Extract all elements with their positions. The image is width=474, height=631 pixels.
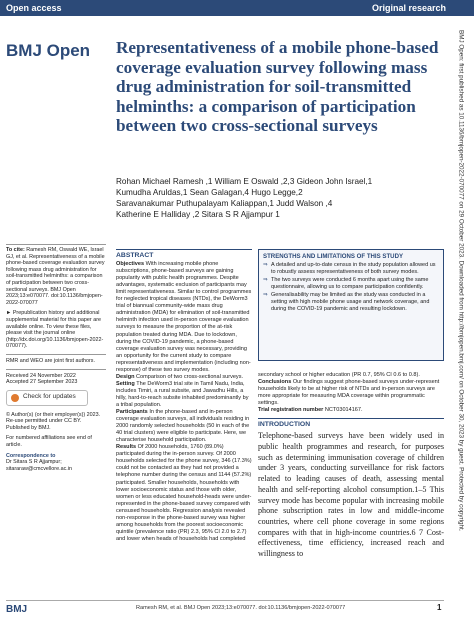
side-download-note [448,30,474,620]
crossmark-icon [11,394,19,402]
setting-label: Setting [116,380,135,387]
footer-divider [6,600,444,601]
abstract-participants [116,409,252,444]
strengths-heading: STRENGTHS AND LIMITATIONS OF THIS STUDY [263,253,404,260]
author-line-2: Kumudha Aruldas,1 Sean Galagan,4 Hugo Legge,2 [116,188,303,197]
results-continued: secondary school or higher education (PR 0.7, 95% CI 0.6 to 0.8). [258,372,420,378]
divider [6,369,106,370]
conclusions-label: Conclusions [258,379,292,386]
sidebar [6,247,106,472]
copyright-note: © Author(s) (or their employer(s)) 2023. Re-use permitted under CC BY. Published by BMJ. [6,411,101,431]
side-download-text: BMJ Open: first published as 10.1136/bmjopen-2022-070077 on 29 October 2023. Downloaded from http://bmjopen.bmj.com/ on October 30, 2023 by guest. Protected by copyright. [457,30,465,532]
author-line-3: Saravanakumar Puthupalayam Kaliappan,1 Judd Walson ,4 [116,199,333,208]
check-updates-label: Check for updates [23,393,76,401]
abstract-setting [116,381,252,409]
journal-logo: BMJ Open [6,41,91,60]
strengths-item: ⇒ A detailed and up-to-date census in the study population allowed us to robustly assess representativeness of both survey modes. [263,262,439,276]
introduction-text: Telephone-based surveys have been widely used in public health programmes and research, for purposes such as determining immunisation coverage of children under 3 years, conducting surveillance for risk factors related to leading causes of death, assessing mental health and self-reporting alcohol consumption.1–5 This survey mode has become popular with increasing mobile phone subscription rates in low and middle-income countries, where cell phone coverage in some regions compares with that in high-income countries.6 7 Cost-effectiveness, time efficiency, increased reach and willingness to [258,431,444,559]
author-line-1: Rohan Michael Ramesh ,1 William E Oswald ,2,3 Gideon John Israel,1 [116,177,373,186]
affiliations-note: For numbered affiliations see end of article. [6,435,92,449]
received-date: Received 24 November 2022 [6,372,76,379]
trial-label: Trial registration number [258,407,324,414]
abstract-design [116,374,252,381]
design-text: Comparison of two cross-sectional surveys. [136,373,244,380]
abstract-objectives [116,261,252,374]
right-column [258,372,444,560]
abstract-conclusions [258,379,444,407]
participants-label: Participants [116,409,148,416]
objectives-text: With increasing mobile phone subscriptions, phone-based surveys are gaining popularity with public health programmes. Despite advantages, systematic exclusion of participants may limit representativeness. Similar to control programmes for neglected tropical diseases (NTDs), the DeWorm3 trial of biannual community-wide mass drug administration (MDA) for elimination of soil-transmitted helminth infection used in-person coverage evaluation surveys to measure the proportion of the at-risk population treated during MDA. Due to lockdown, during the COVID-19 pandemic, a phone-based coverage evaluation survey was necessary, providing an opportunity for the current study to compare representativeness and implementation (including non-response) of these two survey modes. [116,261,252,373]
cite-block [6,247,106,306]
strengths-item: ⇒ Generalisability may be limited as the study was conducted in a setting with high mobile phone usage and network coverage, and during the COVID-19 pandemic and resulting lockdown. [263,292,439,313]
author-list [116,176,446,220]
joint-authors-note: RMR and WEO are joint first authors. [6,357,95,364]
divider [6,354,106,355]
results-text: Of 2000 households, 1760 (89.0%) participated during the in-person survey. Of 2000 households selected for the phone survey, 346 (17.3%) could not be contacted as they had not provided a telephone number during the census and 1144 (57.2%) participated. Smaller households, households with lower socioeconomic status and those with older, women or less educated household-heads were under-represented in the phone-based survey compared with censused households. Regression analysis revealed non-response in the phone-based survey was higher among households from the poorest socioeconomic quintile (prevalence ratio (PR) 2.3, 95% CI 2.0 to 2.7) and lower when heads of households had completed [116,444,252,542]
correspondence-label: Correspondence to [6,452,56,459]
check-for-updates-button[interactable] [6,390,88,406]
article-type-label: Original research [371,3,446,13]
sidebar-divider [6,244,106,245]
correspondence-email[interactable]: sitararaw@cmcvellore.ac.in [6,465,72,472]
cite-label: To cite: [6,247,25,253]
strengths-list [263,262,439,313]
results-label: Results [116,444,137,451]
prepub-note: ► Prepublication history and additional supplemental material for this paper are available online. To view these files, please visit the journal online (http://dx.doi.org/10.1136/bmjopen-2022-070077). [6,310,104,350]
abstract-results [116,444,252,543]
setting-text: The DeWorm3 trial site in Tamil Nadu, India, includes Timiri, a rural subsite, and Jawadhu Hills, a hilly, hard-to-reach subsite inhabited predominantly by a tribal population. [116,380,249,408]
strengths-limitations-box [258,249,444,361]
trial-registration [258,407,444,414]
strengths-item: ⇒ The two surveys were conducted 6 months apart using the same questionnaire, allowing us to compare participation confidently. [263,277,439,291]
trial-number: NCT03014167. [324,407,363,414]
abstract-section [116,249,252,543]
open-access-label: Open access [6,3,62,13]
design-label: Design [116,373,135,380]
bmj-footer-logo: BMJ [6,604,28,615]
abstract-heading: ABSTRACT [116,249,252,259]
correspondence-block [6,453,106,473]
author-line-4: Katherine E Halliday ,2 Sitara S R Ajjampur 1 [116,210,280,219]
correspondence-name: Dr Sitara S R Ajjampur; [6,459,62,466]
accepted-date: Accepted 27 September 2023 [6,379,78,386]
page-number: 1 [437,603,442,612]
participants-text: In the phone-based and in-person coverage evaluation surveys, all individuals residing in 2000 randomly selected households (50 in each of the 40 trial clusters) were eligible to participate. Here, we characterise household participation. [116,409,250,444]
conclusions-text: Our findings suggest phone-based surveys under-represent households likely to be at higher risk of NTDs and in-person surveys are more appropriate for measuring MDA coverage within programmatic settings. [258,379,440,407]
introduction-heading: INTRODUCTION [258,418,444,428]
article-title: Representativeness of a mobile phone-based coverage evaluation survey following mass drug administration for soil-transmitted helminths: a comparison of participation between two cross-sectional surveys [116,38,439,136]
top-header-bar [0,0,474,16]
cite-text: Ramesh RM, Oswald WE, Israel GJ, et al. Representativeness of a mobile phone-based coverage evaluation survey following mass drug administration for soil-transmitted helminths: a comparison of participation between two cross-sectional surveys. BMJ Open 2023;13:e070077. doi:10.1136/bmjopen-2022-070077 [6,247,105,306]
footer-citation: Ramesh RM, et al. BMJ Open 2023;13:e070077. doi:10.1136/bmjopen-2022-070077 [136,605,346,611]
objectives-label: Objectives [116,261,145,268]
